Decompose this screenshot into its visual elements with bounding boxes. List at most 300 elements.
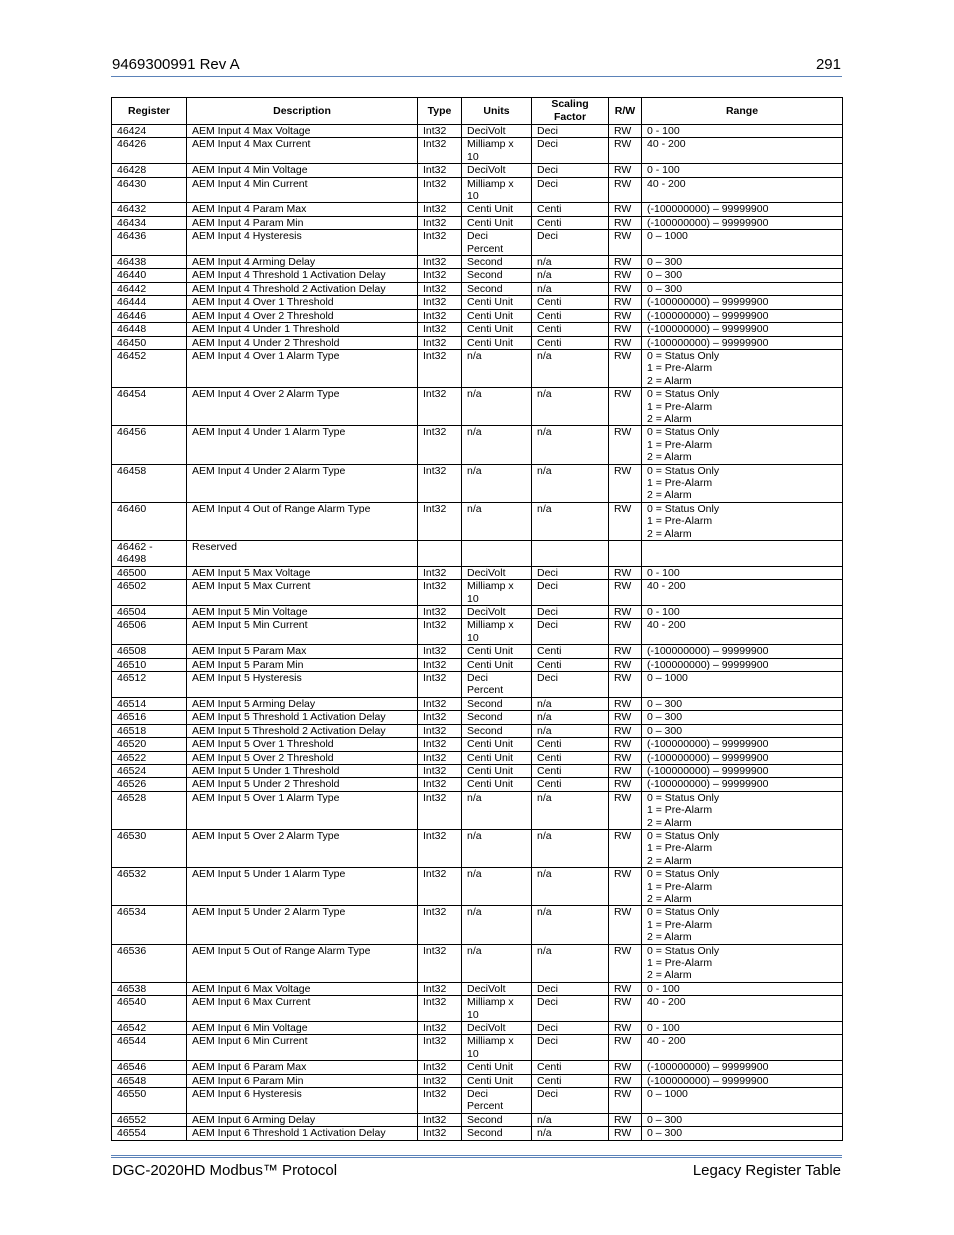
type-cell: Int32: [418, 764, 462, 777]
type-cell: Int32: [418, 778, 462, 791]
scaling-factor-cell: n/a: [532, 1127, 609, 1140]
description-cell: AEM Input 4 Out of Range Alarm Type: [187, 502, 418, 540]
type-cell: Int32: [418, 1127, 462, 1140]
column-header-units: Units: [462, 98, 532, 125]
register-cell: 46508: [112, 645, 187, 658]
range-cell: 0 - 100: [642, 164, 843, 177]
units-cell: Centi Unit: [462, 764, 532, 777]
units-cell: DeciVolt: [462, 982, 532, 995]
rw-cell: RW: [609, 256, 642, 269]
units-cell: n/a: [462, 829, 532, 867]
type-cell: Int32: [418, 791, 462, 829]
type-cell: Int32: [418, 269, 462, 282]
description-cell: AEM Input 5 Threshold 1 Activation Delay: [187, 711, 418, 724]
table-row: [112, 164, 843, 177]
register-cell: 46456: [112, 426, 187, 464]
units-cell: Centi Unit: [462, 1074, 532, 1087]
units-cell: n/a: [462, 906, 532, 944]
range-cell: (-100000000) – 99999900: [642, 1074, 843, 1087]
units-cell: n/a: [462, 426, 532, 464]
description-cell: AEM Input 5 Over 2 Threshold: [187, 751, 418, 764]
table-row: [112, 868, 843, 906]
type-cell: Int32: [418, 996, 462, 1022]
type-cell: Int32: [418, 566, 462, 579]
register-cell: 46528: [112, 791, 187, 829]
units-cell: DeciVolt: [462, 1022, 532, 1035]
register-cell: 46428: [112, 164, 187, 177]
scaling-factor-cell: Deci: [532, 606, 609, 619]
description-cell: AEM Input 5 Max Voltage: [187, 566, 418, 579]
register-table: [111, 97, 843, 1141]
units-cell: Second: [462, 282, 532, 295]
table-row: [112, 778, 843, 791]
register-cell: 46500: [112, 566, 187, 579]
table-row: [112, 606, 843, 619]
type-cell: Int32: [418, 164, 462, 177]
units-cell: Milliamp x 10: [462, 177, 532, 203]
description-cell: AEM Input 6 Min Voltage: [187, 1022, 418, 1035]
range-cell: 0 - 100: [642, 1022, 843, 1035]
range-cell: 40 - 200: [642, 138, 843, 164]
range-cell: 0 – 1000: [642, 1088, 843, 1114]
range-cell: 0 – 300: [642, 697, 843, 710]
scaling-factor-cell: Centi: [532, 336, 609, 349]
rw-cell: RW: [609, 426, 642, 464]
table-row: [112, 738, 843, 751]
units-cell: Second: [462, 697, 532, 710]
units-cell: Centi Unit: [462, 645, 532, 658]
table-row: [112, 426, 843, 464]
description-cell: AEM Input 4 Under 2 Alarm Type: [187, 464, 418, 502]
register-cell: 46458: [112, 464, 187, 502]
units-cell: Milliamp x 10: [462, 996, 532, 1022]
range-cell: 0 = Status Only 1 = Pre-Alarm 2 = Alarm: [642, 502, 843, 540]
rw-cell: RW: [609, 216, 642, 229]
register-cell: 46550: [112, 1088, 187, 1114]
rw-cell: RW: [609, 751, 642, 764]
range-cell: 0 – 300: [642, 256, 843, 269]
type-cell: Int32: [418, 1088, 462, 1114]
units-cell: [462, 541, 532, 567]
rw-cell: RW: [609, 697, 642, 710]
range-cell: (-100000000) – 99999900: [642, 1061, 843, 1074]
scaling-factor-cell: Deci: [532, 982, 609, 995]
rw-cell: RW: [609, 724, 642, 737]
type-cell: Int32: [418, 216, 462, 229]
table-row: [112, 619, 843, 645]
rw-cell: RW: [609, 645, 642, 658]
type-cell: Int32: [418, 982, 462, 995]
units-cell: Centi Unit: [462, 296, 532, 309]
column-header-rw: R/W: [609, 98, 642, 125]
units-cell: Centi Unit: [462, 336, 532, 349]
type-cell: Int32: [418, 711, 462, 724]
rw-cell: RW: [609, 996, 642, 1022]
column-header-description: Description: [187, 98, 418, 125]
register-cell: 46514: [112, 697, 187, 710]
units-cell: Second: [462, 1127, 532, 1140]
units-cell: Centi Unit: [462, 203, 532, 216]
rw-cell: RW: [609, 619, 642, 645]
rw-cell: RW: [609, 336, 642, 349]
description-cell: AEM Input 6 Hysteresis: [187, 1088, 418, 1114]
table-row: [112, 216, 843, 229]
rw-cell: RW: [609, 1074, 642, 1087]
register-cell: 46524: [112, 764, 187, 777]
description-cell: AEM Input 4 Over 1 Alarm Type: [187, 349, 418, 387]
description-cell: AEM Input 4 Over 2 Alarm Type: [187, 388, 418, 426]
units-cell: Deci Percent: [462, 1088, 532, 1114]
table-row: [112, 125, 843, 138]
page-footer: [111, 1155, 842, 1184]
scaling-factor-cell: n/a: [532, 944, 609, 982]
table-row: [112, 1113, 843, 1126]
register-cell: 46446: [112, 309, 187, 322]
range-cell: (-100000000) – 99999900: [642, 778, 843, 791]
scaling-factor-cell: Deci: [532, 566, 609, 579]
scaling-factor-cell: n/a: [532, 829, 609, 867]
table-row: [112, 791, 843, 829]
description-cell: AEM Input 4 Over 2 Threshold: [187, 309, 418, 322]
table-row: [112, 580, 843, 606]
type-cell: Int32: [418, 230, 462, 256]
scaling-factor-cell: Centi: [532, 1074, 609, 1087]
register-cell: 46536: [112, 944, 187, 982]
units-cell: Second: [462, 256, 532, 269]
type-cell: Int32: [418, 868, 462, 906]
register-cell: 46462 - 46498: [112, 541, 187, 567]
range-cell: 0 – 1000: [642, 230, 843, 256]
type-cell: Int32: [418, 580, 462, 606]
type-cell: Int32: [418, 323, 462, 336]
table-row: [112, 349, 843, 387]
table-row: [112, 711, 843, 724]
table-row: [112, 1061, 843, 1074]
register-cell: 46552: [112, 1113, 187, 1126]
range-cell: 0 = Status Only 1 = Pre-Alarm 2 = Alarm: [642, 426, 843, 464]
rw-cell: [609, 541, 642, 567]
column-header-range: Range: [642, 98, 843, 125]
range-cell: 40 - 200: [642, 1035, 843, 1061]
table-row: [112, 388, 843, 426]
description-cell: AEM Input 5 Over 1 Alarm Type: [187, 791, 418, 829]
register-cell: 46542: [112, 1022, 187, 1035]
type-cell: Int32: [418, 1113, 462, 1126]
description-cell: AEM Input 6 Param Max: [187, 1061, 418, 1074]
scaling-factor-cell: Centi: [532, 309, 609, 322]
register-cell: 46426: [112, 138, 187, 164]
description-cell: AEM Input 5 Under 1 Alarm Type: [187, 868, 418, 906]
type-cell: Int32: [418, 502, 462, 540]
table-row: [112, 764, 843, 777]
rw-cell: RW: [609, 296, 642, 309]
rw-cell: RW: [609, 177, 642, 203]
scaling-factor-cell: n/a: [532, 269, 609, 282]
register-cell: 46512: [112, 672, 187, 698]
scaling-factor-cell: Centi: [532, 1061, 609, 1074]
type-cell: Int32: [418, 177, 462, 203]
rw-cell: RW: [609, 349, 642, 387]
type-cell: Int32: [418, 282, 462, 295]
range-cell: [642, 541, 843, 567]
scaling-factor-cell: Centi: [532, 296, 609, 309]
range-cell: (-100000000) – 99999900: [642, 658, 843, 671]
page-header: [111, 54, 842, 77]
scaling-factor-cell: Centi: [532, 778, 609, 791]
register-cell: 46504: [112, 606, 187, 619]
register-cell: 46546: [112, 1061, 187, 1074]
scaling-factor-cell: n/a: [532, 388, 609, 426]
register-cell: 46444: [112, 296, 187, 309]
range-cell: 40 - 200: [642, 177, 843, 203]
scaling-factor-cell: Deci: [532, 230, 609, 256]
register-cell: 46430: [112, 177, 187, 203]
register-cell: 46432: [112, 203, 187, 216]
table-row: [112, 1022, 843, 1035]
rw-cell: RW: [609, 1088, 642, 1114]
table-row: [112, 296, 843, 309]
rw-cell: RW: [609, 1127, 642, 1140]
table-row: [112, 1088, 843, 1114]
rw-cell: RW: [609, 868, 642, 906]
units-cell: Centi Unit: [462, 216, 532, 229]
rw-cell: RW: [609, 269, 642, 282]
type-cell: Int32: [418, 906, 462, 944]
range-cell: 0 – 300: [642, 724, 843, 737]
table-row: [112, 282, 843, 295]
range-cell: 40 - 200: [642, 996, 843, 1022]
description-cell: AEM Input 5 Under 2 Threshold: [187, 778, 418, 791]
units-cell: n/a: [462, 944, 532, 982]
register-cell: 46460: [112, 502, 187, 540]
scaling-factor-cell: n/a: [532, 349, 609, 387]
register-cell: 46548: [112, 1074, 187, 1087]
rw-cell: RW: [609, 711, 642, 724]
range-cell: 0 = Status Only 1 = Pre-Alarm 2 = Alarm: [642, 388, 843, 426]
table-row: [112, 944, 843, 982]
table-row: [112, 138, 843, 164]
rw-cell: RW: [609, 1022, 642, 1035]
register-cell: 46506: [112, 619, 187, 645]
description-cell: AEM Input 5 Min Voltage: [187, 606, 418, 619]
section-title: Legacy Register Table: [692, 1162, 841, 1179]
description-cell: AEM Input 6 Max Current: [187, 996, 418, 1022]
units-cell: Second: [462, 711, 532, 724]
type-cell: Int32: [418, 751, 462, 764]
units-cell: DeciVolt: [462, 606, 532, 619]
type-cell: Int32: [418, 125, 462, 138]
register-cell: 46534: [112, 906, 187, 944]
rw-cell: RW: [609, 982, 642, 995]
units-cell: n/a: [462, 464, 532, 502]
rw-cell: RW: [609, 230, 642, 256]
rw-cell: RW: [609, 829, 642, 867]
register-cell: 46538: [112, 982, 187, 995]
register-cell: 46520: [112, 738, 187, 751]
table-row: [112, 672, 843, 698]
units-cell: Centi Unit: [462, 751, 532, 764]
range-cell: (-100000000) – 99999900: [642, 296, 843, 309]
units-cell: Second: [462, 724, 532, 737]
scaling-factor-cell: Centi: [532, 751, 609, 764]
table-row: [112, 269, 843, 282]
scaling-factor-cell: n/a: [532, 282, 609, 295]
range-cell: (-100000000) – 99999900: [642, 645, 843, 658]
table-row: [112, 697, 843, 710]
scaling-factor-cell: [532, 541, 609, 567]
description-cell: AEM Input 4 Threshold 2 Activation Delay: [187, 282, 418, 295]
range-cell: 0 = Status Only 1 = Pre-Alarm 2 = Alarm: [642, 791, 843, 829]
rw-cell: RW: [609, 580, 642, 606]
rw-cell: RW: [609, 566, 642, 579]
range-cell: 0 – 300: [642, 282, 843, 295]
description-cell: AEM Input 5 Under 2 Alarm Type: [187, 906, 418, 944]
table-body: [112, 125, 843, 1141]
description-cell: AEM Input 4 Min Current: [187, 177, 418, 203]
description-cell: AEM Input 6 Threshold 1 Activation Delay: [187, 1127, 418, 1140]
scaling-factor-cell: Deci: [532, 164, 609, 177]
table-row: [112, 906, 843, 944]
register-cell: 46522: [112, 751, 187, 764]
range-cell: 0 – 300: [642, 1113, 843, 1126]
table-row: [112, 645, 843, 658]
scaling-factor-cell: Centi: [532, 216, 609, 229]
range-cell: (-100000000) – 99999900: [642, 738, 843, 751]
description-cell: AEM Input 5 Min Current: [187, 619, 418, 645]
register-cell: 46434: [112, 216, 187, 229]
type-cell: Int32: [418, 464, 462, 502]
range-cell: (-100000000) – 99999900: [642, 309, 843, 322]
table-row: [112, 541, 843, 567]
type-cell: Int32: [418, 336, 462, 349]
range-cell: 0 – 300: [642, 269, 843, 282]
table-row: [112, 829, 843, 867]
units-cell: Milliamp x 10: [462, 619, 532, 645]
type-cell: Int32: [418, 349, 462, 387]
register-cell: 46518: [112, 724, 187, 737]
rw-cell: RW: [609, 906, 642, 944]
table-row: [112, 336, 843, 349]
scaling-factor-cell: Deci: [532, 138, 609, 164]
scaling-factor-cell: n/a: [532, 256, 609, 269]
rw-cell: RW: [609, 606, 642, 619]
rw-cell: RW: [609, 1061, 642, 1074]
type-cell: Int32: [418, 829, 462, 867]
document-title: DGC-2020HD Modbus™ Protocol: [112, 1162, 338, 1179]
rw-cell: RW: [609, 672, 642, 698]
document-number: 9469300991 Rev A: [112, 56, 240, 73]
register-cell: 46442: [112, 282, 187, 295]
scaling-factor-cell: Centi: [532, 658, 609, 671]
units-cell: Deci Percent: [462, 672, 532, 698]
rw-cell: RW: [609, 791, 642, 829]
scaling-factor-cell: Deci: [532, 125, 609, 138]
register-cell: 46454: [112, 388, 187, 426]
units-cell: Centi Unit: [462, 658, 532, 671]
register-cell: 46544: [112, 1035, 187, 1061]
range-cell: (-100000000) – 99999900: [642, 323, 843, 336]
register-cell: 46540: [112, 996, 187, 1022]
type-cell: Int32: [418, 619, 462, 645]
units-cell: Milliamp x 10: [462, 138, 532, 164]
scaling-factor-cell: n/a: [532, 464, 609, 502]
range-cell: 0 = Status Only 1 = Pre-Alarm 2 = Alarm: [642, 906, 843, 944]
register-cell: 46532: [112, 868, 187, 906]
scaling-factor-cell: n/a: [532, 868, 609, 906]
range-cell: 0 – 300: [642, 1127, 843, 1140]
rw-cell: RW: [609, 1035, 642, 1061]
range-cell: 0 = Status Only 1 = Pre-Alarm 2 = Alarm: [642, 829, 843, 867]
description-cell: AEM Input 5 Param Min: [187, 658, 418, 671]
register-cell: 46530: [112, 829, 187, 867]
scaling-factor-cell: Deci: [532, 1035, 609, 1061]
units-cell: Milliamp x 10: [462, 1035, 532, 1061]
type-cell: Int32: [418, 1035, 462, 1061]
table-row: [112, 982, 843, 995]
scaling-factor-cell: Centi: [532, 203, 609, 216]
type-cell: Int32: [418, 606, 462, 619]
range-cell: 0 - 100: [642, 125, 843, 138]
description-cell: AEM Input 4 Arming Delay: [187, 256, 418, 269]
rw-cell: RW: [609, 388, 642, 426]
units-cell: n/a: [462, 791, 532, 829]
type-cell: Int32: [418, 1061, 462, 1074]
units-cell: n/a: [462, 388, 532, 426]
table-row: [112, 751, 843, 764]
units-cell: n/a: [462, 868, 532, 906]
table-row: [112, 1127, 843, 1140]
units-cell: Milliamp x 10: [462, 580, 532, 606]
description-cell: AEM Input 5 Hysteresis: [187, 672, 418, 698]
table-row: [112, 502, 843, 540]
range-cell: 0 - 100: [642, 982, 843, 995]
scaling-factor-cell: n/a: [532, 1113, 609, 1126]
description-cell: AEM Input 4 Param Min: [187, 216, 418, 229]
scaling-factor-cell: Deci: [532, 672, 609, 698]
description-cell: AEM Input 4 Min Voltage: [187, 164, 418, 177]
rw-cell: RW: [609, 282, 642, 295]
description-cell: AEM Input 4 Hysteresis: [187, 230, 418, 256]
units-cell: Centi Unit: [462, 1061, 532, 1074]
type-cell: Int32: [418, 645, 462, 658]
rw-cell: RW: [609, 309, 642, 322]
table-row: [112, 464, 843, 502]
scaling-factor-cell: Centi: [532, 645, 609, 658]
scaling-factor-cell: n/a: [532, 697, 609, 710]
range-cell: 40 - 200: [642, 580, 843, 606]
range-cell: (-100000000) – 99999900: [642, 764, 843, 777]
scaling-factor-cell: n/a: [532, 906, 609, 944]
table-row: [112, 1074, 843, 1087]
range-cell: (-100000000) – 99999900: [642, 751, 843, 764]
scaling-factor-cell: Deci: [532, 1088, 609, 1114]
scaling-factor-cell: n/a: [532, 724, 609, 737]
table-row: [112, 658, 843, 671]
rw-cell: RW: [609, 778, 642, 791]
description-cell: AEM Input 5 Threshold 2 Activation Delay: [187, 724, 418, 737]
register-cell: 46436: [112, 230, 187, 256]
scaling-factor-cell: n/a: [532, 426, 609, 464]
units-cell: Centi Unit: [462, 309, 532, 322]
type-cell: Int32: [418, 697, 462, 710]
scaling-factor-cell: Deci: [532, 1022, 609, 1035]
type-cell: Int32: [418, 672, 462, 698]
rw-cell: RW: [609, 738, 642, 751]
rw-cell: RW: [609, 944, 642, 982]
column-header-scaling-factor: Scaling Factor: [532, 98, 609, 125]
scaling-factor-cell: Deci: [532, 619, 609, 645]
description-cell: AEM Input 6 Min Current: [187, 1035, 418, 1061]
